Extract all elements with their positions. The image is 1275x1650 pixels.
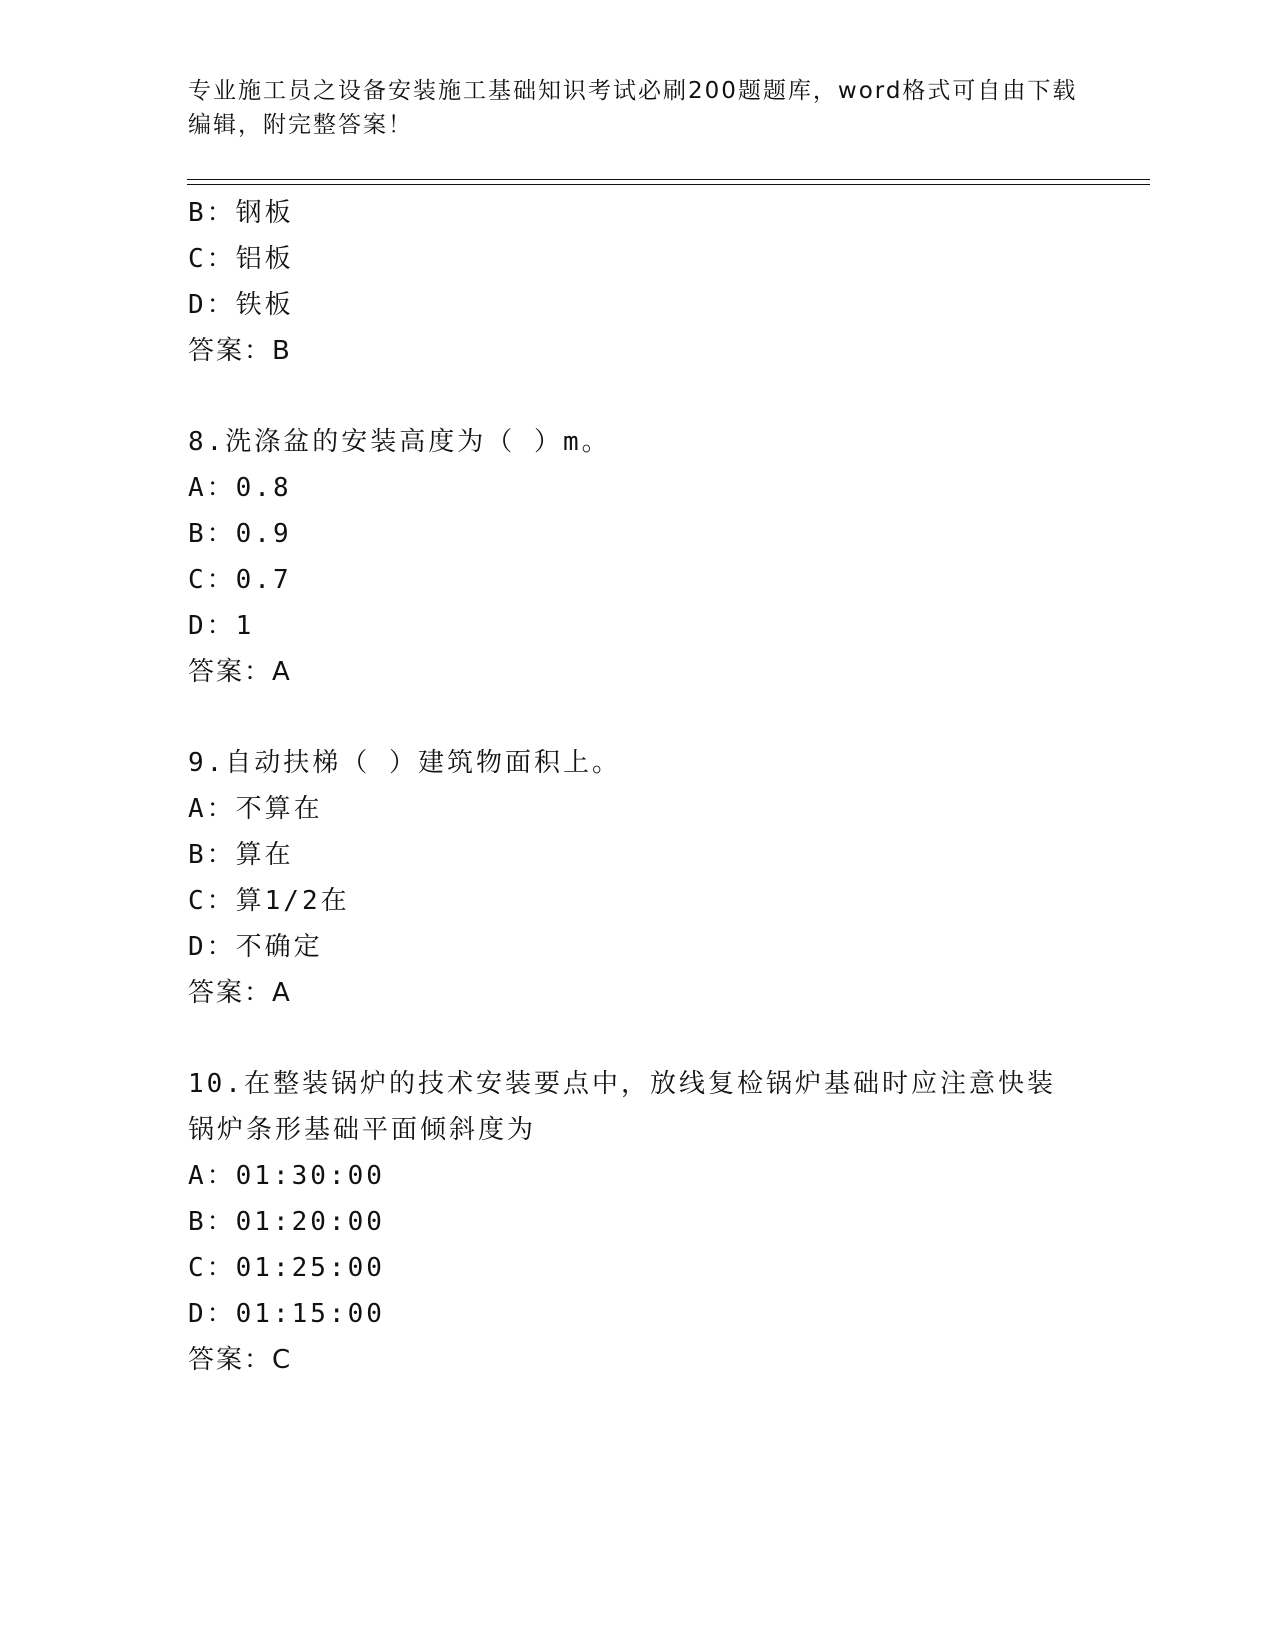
spacer [188, 374, 1108, 419]
option-a: A：不算在 [188, 794, 323, 824]
spacer [188, 695, 1108, 740]
option-a: A：01:30:00 [188, 1161, 385, 1191]
option-c: C：01:25:00 [188, 1253, 385, 1283]
question-list [188, 190, 1108, 1383]
header-divider-top [187, 179, 1150, 180]
header-divider-bottom [187, 184, 1150, 185]
answer-line: 答案：A [188, 978, 292, 1008]
option-c: C：0.7 [188, 565, 292, 595]
option-b: B：01:20:00 [188, 1207, 385, 1237]
option-a: A：0.8 [188, 473, 292, 503]
option-d: D：不确定 [188, 932, 323, 962]
answer-line: 答案：A [188, 657, 292, 687]
option-c: C：算1/2在 [188, 886, 350, 916]
answer-line: 答案：B [188, 336, 292, 366]
spacer [188, 1016, 1108, 1061]
question-text: 10.在整装锅炉的技术安装要点中，放线复检锅炉基础时应注意快装锅炉条形基础平面倾斜度为 [188, 1069, 1056, 1145]
option-b: B：钢板 [188, 198, 294, 228]
question-text: 8.洗涤盆的安装高度为（ ）m。 [188, 427, 611, 457]
question-8-block [188, 419, 1108, 695]
question-10-block [188, 1061, 1108, 1383]
option-d: D：1 [188, 611, 255, 641]
option-d: D：01:15:00 [188, 1299, 385, 1329]
option-d: D：铁板 [188, 290, 294, 320]
answer-line: 答案：C [188, 1345, 293, 1375]
option-b: B：算在 [188, 840, 294, 870]
document-header: 专业施工员之设备安装施工基础知识考试必刷200题题库，word格式可自由下载编辑，附完整答案！ [188, 78, 1078, 138]
question-text: 9.自动扶梯（ ）建筑物面积上。 [188, 748, 621, 778]
option-c: C：铝板 [188, 244, 294, 274]
question-7-block [188, 190, 1108, 374]
option-b: B：0.9 [188, 519, 292, 549]
question-9-block [188, 740, 1108, 1016]
